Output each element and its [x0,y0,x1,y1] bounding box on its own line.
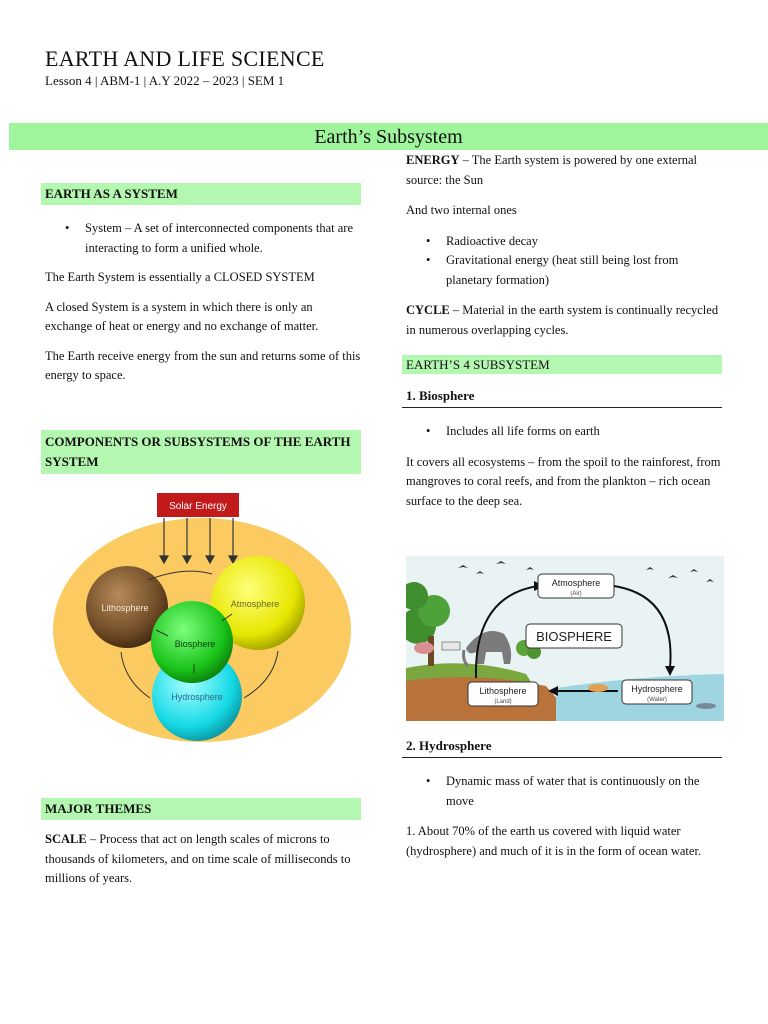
major-themes-heading: MAJOR THEMES [41,798,361,820]
banner-title: Earth’s Subsystem [314,126,463,148]
lithosphere-box-label: Lithosphere [479,686,527,696]
cycle-paragraph [402,301,724,340]
earth-energy-text: The Earth receive energy from the sun and returns some of this energy to space. [45,348,361,382]
hydrosphere-box-sub: (Water) [647,697,667,703]
subsystems-heading-bar [402,355,722,374]
energy-text: – The Earth system is powered by one external source: the Sun [406,153,698,187]
bullet-icon: • [426,253,431,267]
cycle-label: CYCLE [406,303,450,317]
energy-label: ENERGY [406,153,460,167]
bullet-icon: • [426,424,431,438]
closed-system-definition: A closed System is a system in which there is only an exchange of heat or energy and no exchange of matter. [45,299,319,333]
biosphere-description: It covers all ecosystems – from the spoil to the rainforest, from mangroves to coral reefs, and from the plankton – rich ocean surface to the deep sea. [406,454,721,508]
lithosphere-box-sub: (Land) [494,699,512,705]
energy-paragraph [402,151,724,190]
radioactive-decay-text: Radioactive decay [446,233,538,248]
internal-sources-text: And two internal ones [406,203,517,217]
biosphere-heading: 1. Biosphere [402,388,722,408]
cycle-text: – Material in the earth system is continually recycled in numerous overlapping cycles. [406,303,719,337]
lithosphere-label: Lithosphere [101,603,149,613]
subsystems-diagram [44,488,360,750]
earth-as-system-section [41,183,361,386]
list-item [61,219,361,258]
gravitational-energy-text: Gravitational energy (heat still being lost from planetary formation) [446,253,679,287]
list-item [422,772,722,811]
section-banner [9,123,768,150]
biosphere-section [402,388,722,511]
hydrosphere-description: 1. About 70% of the earth us covered with liquid water (hydrosphere) and much of it is in the form of ocean water. [406,824,702,858]
subsystems-diagram-svg [44,488,360,750]
scale-paragraph [41,830,361,889]
atmosphere-box-sub: (Air) [570,591,582,597]
major-themes-section [41,798,361,889]
bullet-icon: • [426,774,431,788]
scale-label: SCALE [45,832,87,846]
list-item [422,251,724,290]
list-item [422,422,722,442]
biosphere-label: Biosphere [174,639,216,649]
bullet-icon: • [65,221,70,235]
bullet-icon: • [426,233,431,248]
document-title: EARTH AND LIFE SCIENCE [45,46,325,71]
subsystems-heading: EARTH’S 4 SUBSYSTEM [402,355,722,374]
biosphere-bullet-text: Includes all life forms on earth [446,424,600,438]
components-section [41,430,361,474]
atmosphere-label: Atmosphere [230,599,280,609]
hydrosphere-section [402,738,722,861]
hydrosphere-label: Hydrosphere [171,692,223,702]
hydrosphere-box-label: Hydrosphere [631,684,683,694]
biosphere-illustration [406,556,724,721]
energy-section [402,151,724,340]
biosphere-center-label: BIOSPHERE [536,629,612,644]
hydrosphere-heading: 2. Hydrosphere [402,738,722,758]
list-item [422,232,724,252]
earth-as-system-heading: EARTH AS A SYSTEM [41,183,361,205]
atmosphere-box-label: Atmosphere [551,578,601,588]
lesson-info: Lesson 4 | ABM-1 | A.Y 2022 – 2023 | SEM 1 [45,73,285,88]
components-heading: COMPONENTS OR SUBSYSTEMS OF THE EARTH SYSTEM [41,430,361,474]
scale-text: – Process that act on length scales of microns to thousands of kilometers, and on time scale of milliseconds to millions of years. [45,832,351,885]
closed-system-text: The Earth System is essentially a CLOSED SYSTEM [45,270,315,284]
solar-energy-label: Solar Energy [169,501,227,512]
biosphere-illustration-svg [406,556,724,721]
hydrosphere-bullet-text: Dynamic mass of water that is continuously on the move [446,774,700,808]
system-definition: System – A set of interconnected components that are interacting to form a unified whole. [85,221,353,255]
